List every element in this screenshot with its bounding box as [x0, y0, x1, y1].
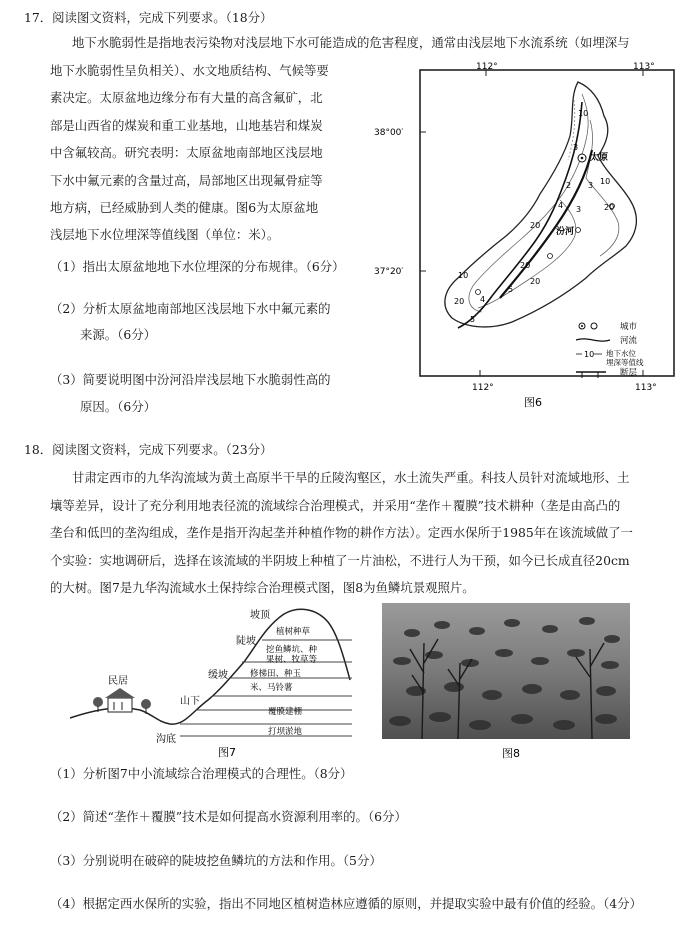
legend-fault-label: 断层	[620, 368, 638, 378]
contour-label: 4	[558, 201, 564, 210]
legend-contour-value: 10	[584, 350, 595, 359]
q18-sub3: （3）分别说明在破碎的陡坡挖鱼鳞坑的方法和作用。（5分）	[50, 853, 382, 868]
q17-sub1: （1）指出太原盆地地下水位埋深的分布规律。（6分）	[50, 259, 345, 274]
measure-pits-2: 果树、牧草等	[266, 655, 318, 665]
map-bottom-lon-1: 112°	[472, 383, 494, 393]
q18-para-line-5: 的大树。图7是九华沟流域水土保持综合治理模式图，图8为鱼鳞坑景观照片。	[50, 580, 475, 595]
q17-sub3-line1: （3）简要说明图中汾河沿岸浅层地下水脆弱性高的	[50, 372, 331, 387]
contour-label: 3	[576, 205, 582, 214]
contour-label: 3	[573, 143, 579, 152]
contour-label: 20	[520, 261, 531, 270]
q17-para-line-6: 下水中氟元素的含量过高，局部地区出现氟骨症等	[50, 173, 323, 188]
legend-river-icon	[576, 339, 610, 341]
contour-label: 10	[600, 177, 611, 186]
label-valley: 沟底	[156, 734, 176, 745]
q17-title: 17．阅读图文资料，完成下列要求。（18分）	[24, 10, 273, 25]
figure-8-caption: 图8	[502, 747, 520, 760]
figure-8-photo	[382, 603, 632, 763]
label-foot: 山下	[180, 696, 200, 707]
q17-para-line-7: 地方病，已经威胁到人类的健康。图6为太原盆地	[50, 200, 319, 215]
contour-label: 3	[588, 181, 594, 190]
contour-label: 20	[530, 221, 541, 230]
q18-sub2: （2）简述“垄作＋覆膜”技术是如何提高水资源利用率的。（6分）	[50, 809, 407, 824]
q17-sub3-line2: 原因。（6分）	[80, 399, 157, 414]
label-top: 坡顶	[250, 610, 270, 621]
figure-6-caption: 图6	[524, 396, 542, 409]
q17-para-line-3: 素决定。太原盆地边缘分布有大量的高含氟矿，北	[50, 90, 323, 105]
q18-sub4: （4）根据定西水保所的实验，指出不同地区植树造林应遵循的原则，并提取实验中最有价值的经验。（4分）	[50, 896, 642, 911]
measure-terrace-1: 修梯田、种玉	[250, 669, 302, 679]
contour-label: 10	[458, 271, 469, 280]
q17-para-line-4: 部是山西省的煤炭和重工业基地，山地基岩和煤炭	[50, 118, 323, 133]
map-top-lon-1: 112°	[476, 62, 498, 72]
figure-7-diagram	[60, 600, 370, 760]
legend-city-label: 城市	[620, 322, 638, 332]
fen-river-label: 汾河	[556, 227, 575, 237]
q18-para-line-3: 垄台和低凹的垄沟组成，垄作是指开沟起垄并种植作物的耕作方法）。定西水保所于1985年在该流域做了一	[50, 525, 633, 540]
map-lat-1: 38°00′	[374, 128, 404, 138]
q18-title: 18．阅读图文资料，完成下列要求。（23分）	[24, 442, 273, 457]
q18-para-line-4: 个实验：实地调研后，选择在该流域的半阴坡上种植了一片油松，不进行人为干预，如今已长成直径20cm	[50, 553, 630, 568]
legend-contour-label-1: 地下水位	[606, 349, 636, 358]
contour-label: 10	[578, 109, 589, 118]
label-house: 民居	[108, 676, 128, 687]
measure-dam: 打坝淤地	[268, 727, 303, 737]
contour-label: 5	[508, 285, 514, 294]
figure-6-map	[360, 60, 680, 412]
house-icon	[105, 688, 135, 712]
label-steep: 陡坡	[236, 636, 256, 647]
q17-para-line-2: 地下水脆弱性呈负相关）、水文地质结构、气候等要	[50, 63, 329, 78]
q17-sub2-line2: 来源。（6分）	[80, 327, 157, 342]
measure-terrace-2: 米、马铃薯	[250, 683, 293, 693]
label-gentle: 缓坡	[208, 670, 228, 681]
figure-7-caption: 图7	[218, 746, 236, 759]
measure-pits-1: 挖鱼鳞坑、种	[266, 645, 318, 655]
q18-para-line-1: 甘肃定西市的九华沟流域为黄土高原半干旱的丘陵沟壑区，水土流失严重。科技人员针对流域地形、土	[72, 470, 630, 485]
map-bottom-lon-2: 113°	[635, 383, 657, 393]
contour-label: 2	[566, 181, 572, 190]
legend-contour-label-2: 埋深等值线	[606, 358, 644, 367]
map-top-lon-2: 113°	[633, 62, 655, 72]
contour-label: 5	[470, 315, 476, 324]
taiyuan-label: 太原	[590, 153, 609, 163]
legend-river-label: 河流	[620, 336, 638, 346]
contour-line	[478, 200, 576, 308]
contour-label: 20	[530, 277, 541, 286]
q17-para-line-5: 中含氟较高。研究表明：太原盆地南部地区浅层地	[50, 145, 323, 160]
q17-sub2-line1: （2）分析太原盆地南部地区浅层地下水中氟元素的	[50, 301, 331, 316]
q17-para-line-1: 地下水脆弱性是指地表污染物对浅层地下水可能造成的危害程度，通常由浅层地下水流系统（如埋深与	[72, 35, 630, 50]
measure-film: 覆膜建棚	[268, 707, 303, 717]
contour-label: 4	[480, 295, 486, 304]
q18-sub1: （1）分析图7中小流域综合治理模式的合理性。（8分）	[50, 766, 353, 781]
map-legend	[576, 321, 644, 378]
contour-label: 20	[454, 297, 465, 306]
q18-para-line-2: 壤等差异，设计了充分利用地表径流的流域综合治理模式，并采用“垄作＋覆膜”技术耕种（垄是由高凸的	[50, 498, 621, 513]
map-lat-2: 37°20′	[374, 267, 404, 277]
measure-planting: 植树种草	[276, 627, 311, 637]
q17-para-line-8: 浅层地下水位埋深等值线图（单位：米）。	[50, 227, 280, 242]
contour-label: 20	[604, 203, 615, 212]
